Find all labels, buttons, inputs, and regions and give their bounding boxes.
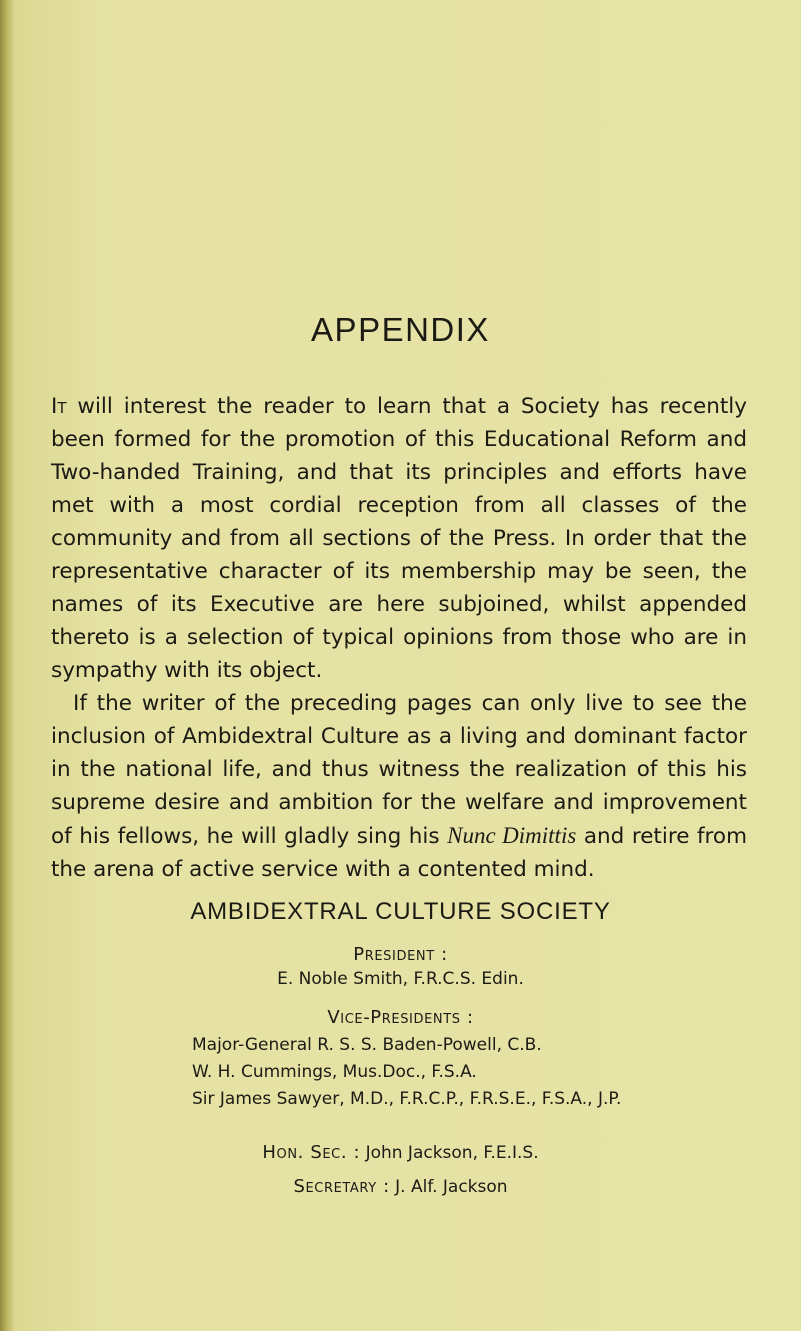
paragraph-1 [51,390,747,687]
secretary-label: Secretary : [293,1176,390,1197]
paragraph-2-text-b: and retire from the arena of active service with a contented mind. [51,824,748,882]
paragraph-2-text-a: If the writer of the preceding pages can only live to see the inclusion of Ambidextral Culture as a living and dominant factor in the national life, and thus witness the realization of this his supreme desire and ambition for the welfare and improvement of his fellows, he will gladly sing his [51,691,747,849]
society-title: AMBIDEXTRAL CULTURE SOCIETY [190,898,611,925]
vice-presidents-list [192,1032,621,1113]
secretary-line [0,1176,801,1197]
appendix-body [51,390,747,886]
hon-sec-name: John Jackson, F.E.I.S. [365,1143,539,1163]
vice-president-3: Sir James Sawyer, M.D., F.R.C.P., F.R.S.E., F.S.A., J.P. [192,1089,622,1109]
paragraph-1-lead: It [51,394,67,419]
page-gutter-shadow [0,0,14,1331]
vice-presidents-label: Vice-Presidents : [327,1007,474,1028]
hon-sec-line [0,1142,801,1163]
page-title: APPENDIX [311,311,490,348]
president-label: President : [353,944,448,965]
paragraph-2-italic: Nunc Dimittis [447,823,577,848]
secretary-name: J. Alf. Jackson [395,1177,508,1197]
vice-president-2: W. H. Cummings, Mus.Doc., F.S.A. [192,1062,477,1082]
president-name: E. Noble Smith, F.R.C.S. Edin. [277,969,524,989]
paragraph-2 [51,687,747,886]
vice-president-1: Major-General R. S. S. Baden-Powell, C.B. [192,1035,542,1055]
paragraph-1-text: will interest the reader to learn that a Society has recently been formed for the promotion of this Educational Reform and Two-handed Training, and that its principles and efforts have met with a most cordial reception from all classes of the community and from all sections of the Press. In order that the representative character of its membership may be seen, the names of its Executive are here subjoined, whilst appended thereto is a selection of typical opinions from those who are in sympathy with its object. [51,394,747,683]
hon-sec-label: Hon. Sec. : [262,1142,361,1163]
